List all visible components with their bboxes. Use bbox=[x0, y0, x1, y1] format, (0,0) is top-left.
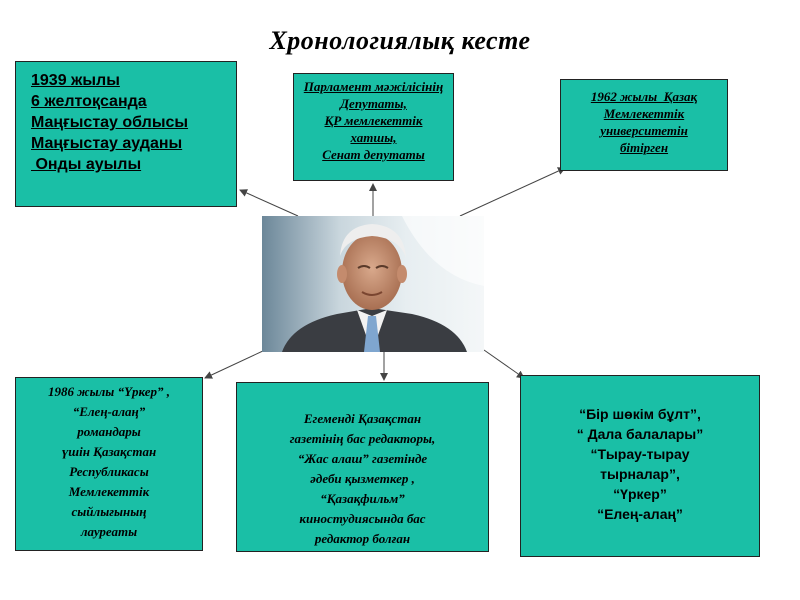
university-line: 1962 жылы Қазақ bbox=[590, 89, 698, 104]
box-award bbox=[15, 377, 203, 551]
works-line: “Бір шөкім бұлт”, bbox=[579, 406, 701, 422]
birth-line: 6 желтоқсанда bbox=[31, 93, 147, 110]
arrow-to-university bbox=[460, 168, 565, 216]
box-birth bbox=[15, 61, 237, 207]
award-line: сыйлығының bbox=[71, 504, 147, 519]
editor-line: газетінің бас редакторы, bbox=[289, 431, 436, 446]
page-title: Хронологиялық кесте bbox=[269, 26, 531, 55]
parliament-line: хатшы, bbox=[350, 130, 397, 145]
works-line: “Елең-алаң” bbox=[597, 506, 683, 522]
box-works bbox=[520, 375, 760, 557]
box-editor bbox=[236, 382, 489, 552]
parliament-line: Парламент мәжілісінің bbox=[303, 79, 444, 94]
parliament-line: ҚР мемлекеттік bbox=[324, 113, 423, 128]
editor-line: Егеменді Қазақстан bbox=[303, 411, 422, 426]
arrow-to-birth bbox=[240, 190, 298, 216]
works-line: “ Дала балалары” bbox=[576, 426, 704, 442]
birth-line: Маңғыстау облысы bbox=[31, 114, 189, 131]
award-line: 1986 жылы “Үркер” , bbox=[47, 384, 170, 399]
award-line: үшін Қазақстан bbox=[61, 444, 157, 459]
editor-line: “Қазақфильм” bbox=[320, 491, 405, 506]
parliament-line: Сенат депутаты bbox=[322, 147, 425, 162]
works-line: “Үркер” bbox=[613, 486, 667, 502]
editor-line: киностудиясында бас bbox=[299, 511, 426, 526]
award-line: романдары bbox=[77, 424, 141, 439]
box-parliament bbox=[293, 73, 454, 181]
editor-line: редактор болған bbox=[314, 531, 411, 546]
award-line: Республикасы bbox=[69, 464, 149, 479]
award-line: лауреаты bbox=[80, 524, 138, 539]
portrait-photo bbox=[262, 216, 484, 352]
arrow-to-works bbox=[484, 350, 524, 378]
university-line: университетін bbox=[600, 123, 688, 138]
arrow-to-award bbox=[205, 350, 265, 378]
university-line: Мемлекеттік bbox=[603, 106, 685, 121]
birth-line: Онды ауылы bbox=[31, 156, 142, 173]
birth-line: 1939 жылы bbox=[31, 72, 120, 89]
editor-line: әдеби қызметкер , bbox=[310, 471, 415, 486]
box-university bbox=[560, 79, 728, 171]
works-line: “Тырау-тырау bbox=[590, 446, 690, 462]
award-line: Мемлекеттік bbox=[68, 484, 150, 499]
works-line: тырналар”, bbox=[600, 466, 680, 482]
birth-line: Маңғыстау ауданы bbox=[31, 135, 183, 152]
editor-line: “Жас алаш” газетінде bbox=[297, 451, 428, 466]
parliament-line: Депутаты, bbox=[340, 96, 407, 111]
award-line: “Елең-алаң” bbox=[72, 404, 146, 419]
university-line: бітірген bbox=[619, 140, 669, 155]
